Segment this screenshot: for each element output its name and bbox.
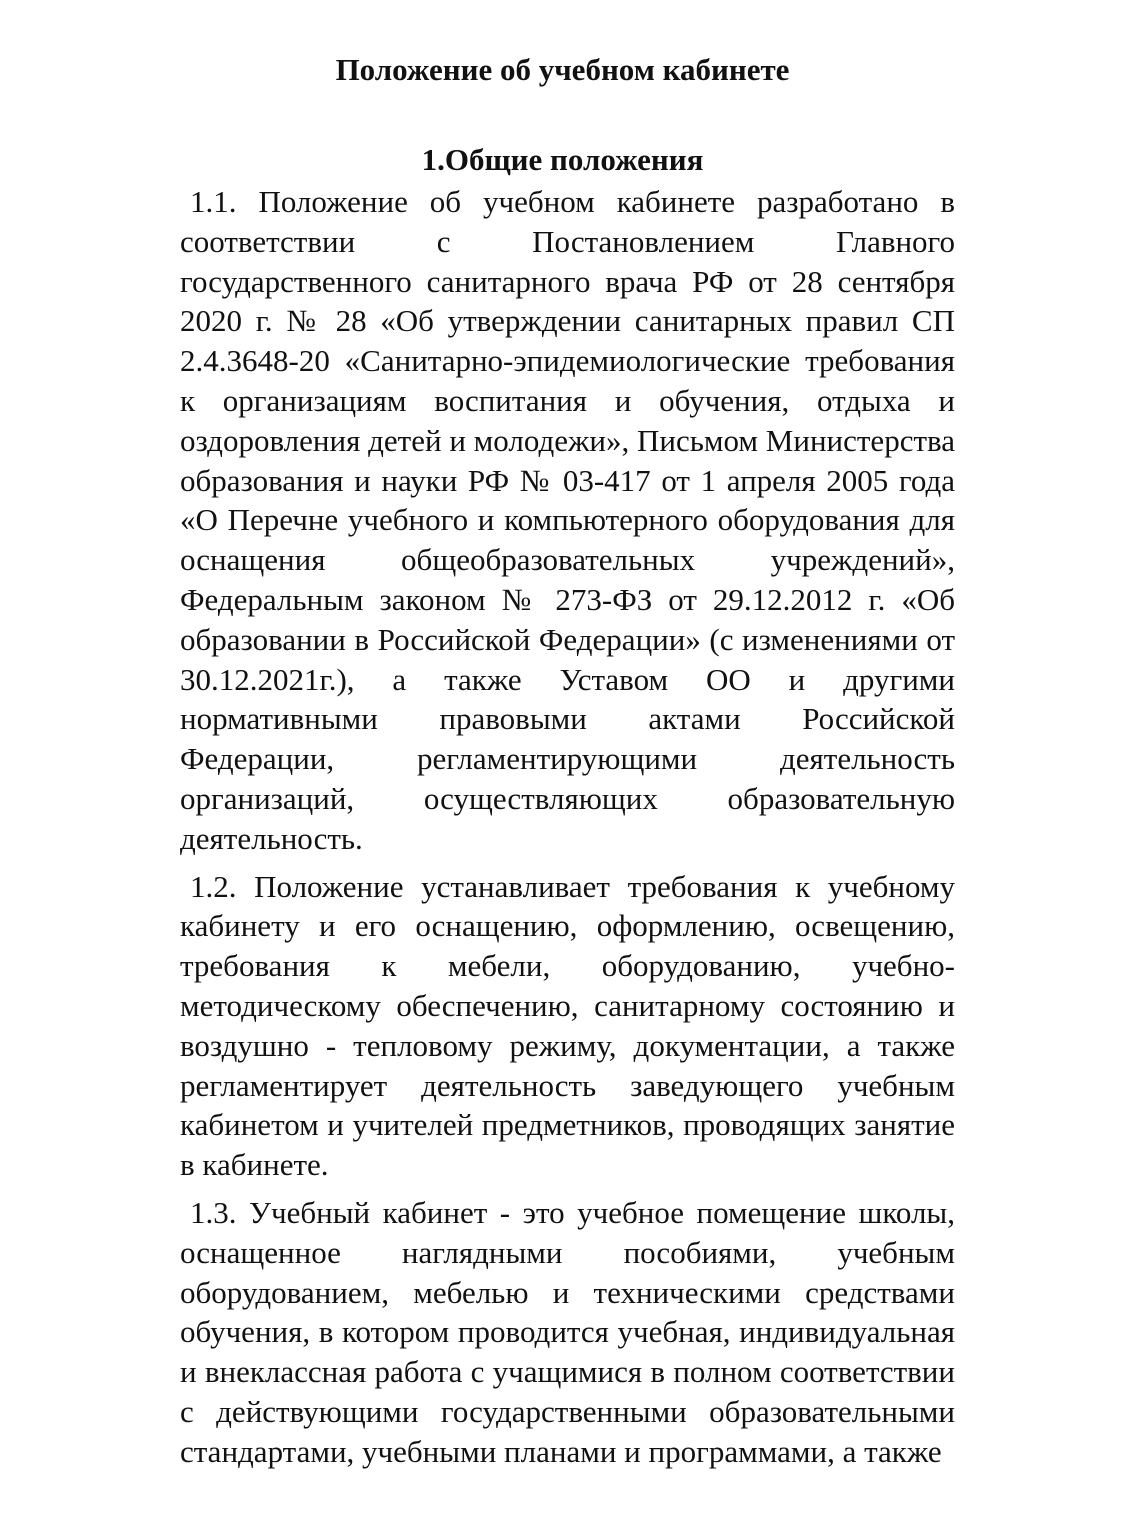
- paragraph-1-3: 1.3. Учебный кабинет - это учебное помещение школы, оснащенное наглядными пособиями, учебным оборудованием, мебелью и техническими средствами обучения, в котором проводится учебная, индивидуальная и внеклассная работа с учащимися в полном соответствии с действующими государственными образовательными стандартами, учебными планами и программами, а также: [180, 1194, 955, 1469]
- paragraph-1-1: 1.1. Положение об учебном кабинете разработано в соответствии с Постановлением Главного государственного санитарного врача РФ от 28 сентября 2020 г. № 28 «Об утверждении санитарных правил СП 2.4.3648-20 «Санитарно-эпидемиологические требования к организациям воспитания и обучения, отдыха и оздоровления детей и молодежи», Письмом Министерства образования и науки РФ № 03-417 от 1 апреля 2005 года «О Перечне учебного и компьютерного оборудования для оснащения общеобразовательных учреждений», Федеральным законом № 273-ФЗ от 29.12.2012 г. «Об образовании в Российской Федерации» (с изменениями от 30.12.2021г.), а также Уставом ОО и другими нормативными правовыми актами Российской Федерации, регламентирующими деятельность организаций, осуществляющих образовательную деятельность.: [180, 184, 955, 856]
- paragraph-1-2: 1.2. Положение устанавливает требования к учебному кабинету и его оснащению, оформлению, освещению, требования к мебели, оборудованию, учебно-методическому обеспечению, санитарному состоянию и воздушно - тепловому режиму, документации, а также регламентирует деятельность заведующего учебным кабинетом и учителей предметников, проводящих занятие в кабинете.: [180, 868, 955, 1183]
- section-title: 1.Общие положения: [421, 142, 704, 177]
- document-title: Положение об учебном кабинете: [335, 52, 790, 87]
- document-body: [180, 182, 955, 1480]
